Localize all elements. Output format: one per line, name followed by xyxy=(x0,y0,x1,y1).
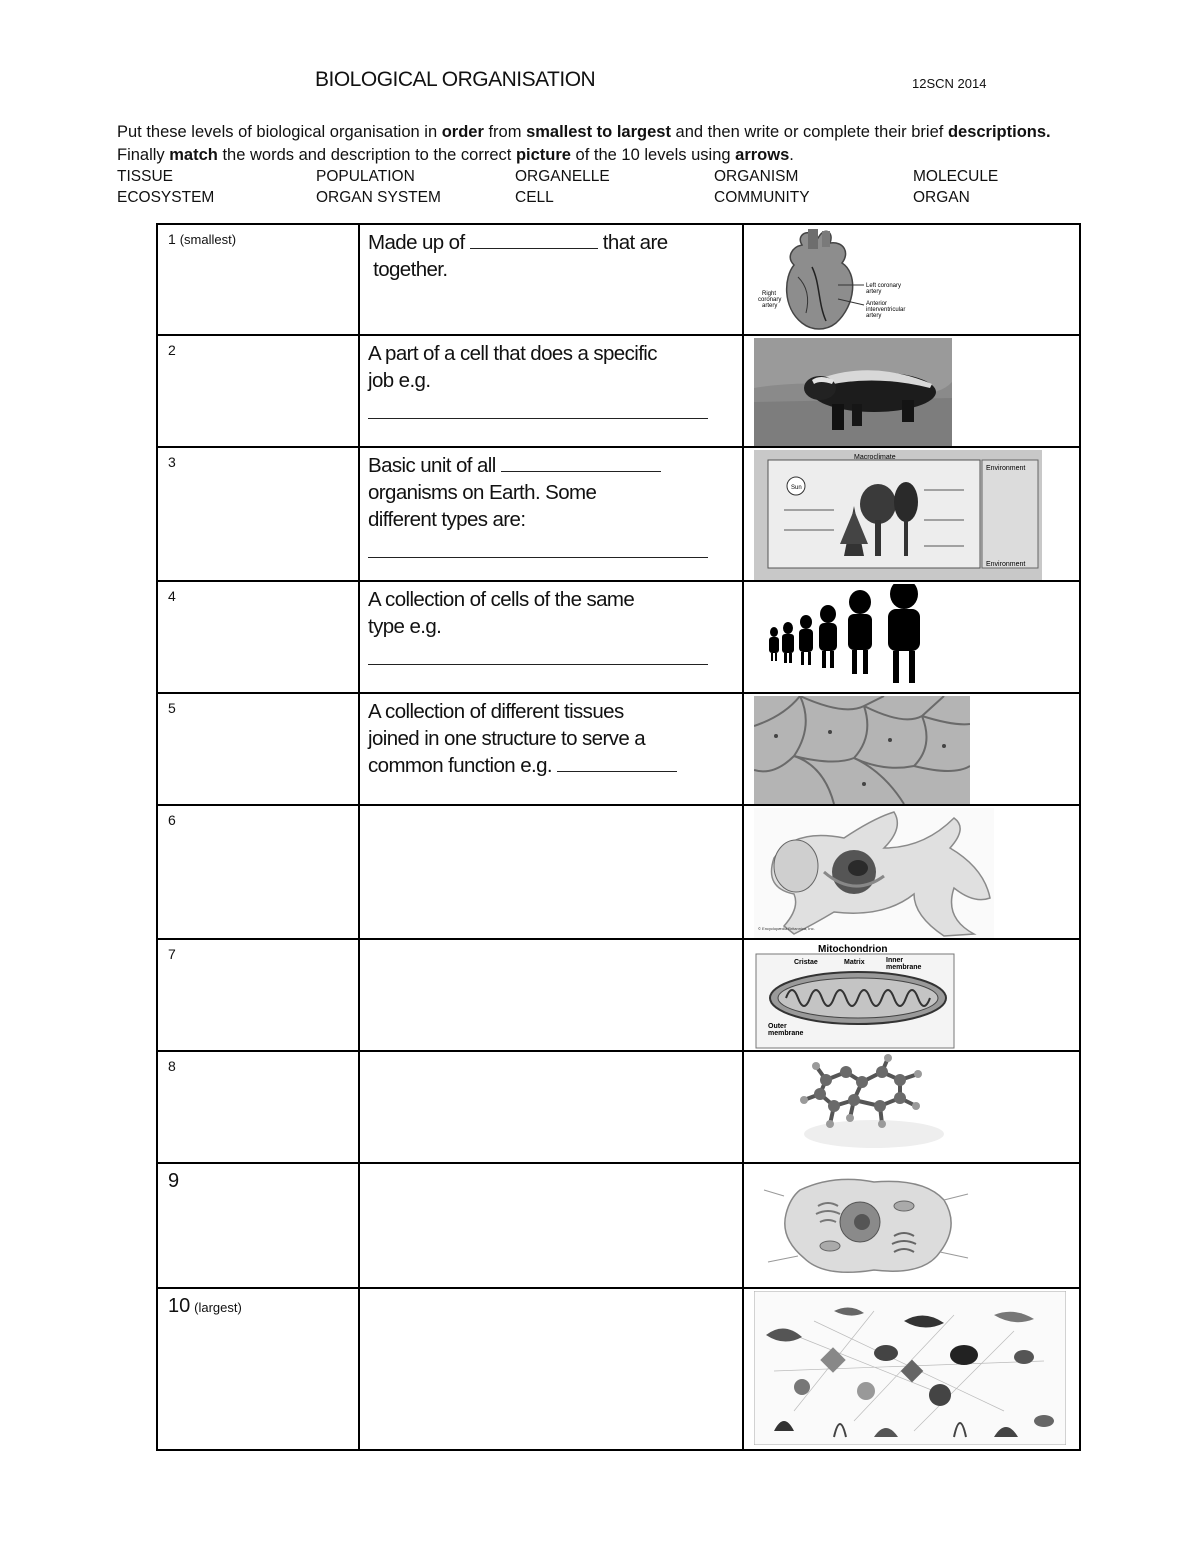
picture-cell[interactable] xyxy=(743,939,1080,1051)
description-cell[interactable] xyxy=(359,1051,743,1163)
picture-cell[interactable] xyxy=(743,805,1080,939)
description-cell[interactable] xyxy=(359,1288,743,1450)
word-bank-item: POPULATION xyxy=(316,168,415,185)
description-cell[interactable]: A collection of different tissues joined in one structure to serve a common function e.g. xyxy=(359,693,743,805)
description-cell[interactable]: A collection of cells of the same type e.g. xyxy=(359,581,743,693)
row-number: 2 xyxy=(157,335,359,447)
word-bank-item: ECOSYSTEM xyxy=(117,189,215,206)
heart-label: artery xyxy=(762,303,778,309)
honey-badger-picture xyxy=(754,338,952,446)
svg-text:© Encyclopædia Britannica, Inc: © Encyclopædia Britannica, Inc. xyxy=(758,926,815,931)
population-silhouettes-picture xyxy=(754,584,964,692)
ecosystem-label: Environment xyxy=(986,561,1026,568)
table-row xyxy=(157,447,1080,581)
description-cell[interactable] xyxy=(359,805,743,939)
row-number: 10 (largest) xyxy=(157,1288,359,1450)
table-row xyxy=(157,1163,1080,1288)
ecosystem-label: Sun xyxy=(791,485,802,491)
row-number: 3 xyxy=(157,447,359,581)
marine-community-picture xyxy=(754,1291,1066,1445)
picture-cell[interactable] xyxy=(743,581,1080,693)
description-cell[interactable]: Basic unit of all organisms on Earth. Some different types are: xyxy=(359,447,743,581)
answer-line[interactable] xyxy=(368,644,708,665)
word-bank-item: CELL xyxy=(515,189,554,206)
frog-organ-system-picture xyxy=(754,808,994,938)
word-bank-item: ORGAN xyxy=(913,189,970,206)
picture-cell[interactable] xyxy=(743,447,1080,581)
row-number: 7 xyxy=(157,939,359,1051)
picture-cell[interactable] xyxy=(743,224,1080,335)
picture-cell[interactable] xyxy=(743,693,1080,805)
tissue-micrograph-picture xyxy=(754,696,970,804)
mito-label: Matrix xyxy=(844,959,865,966)
heart-label: artery xyxy=(866,313,882,319)
description-cell[interactable] xyxy=(359,939,743,1051)
ecosystem-label: Environment xyxy=(986,465,1026,472)
mito-label: membrane xyxy=(768,1030,804,1037)
page-title: BIOLOGICAL ORGANISATION xyxy=(315,68,596,91)
word-bank-item: ORGAN SYSTEM xyxy=(316,189,441,206)
picture-cell[interactable] xyxy=(743,1051,1080,1163)
ecosystem-diagram-picture xyxy=(754,450,1042,580)
description-cell[interactable]: A part of a cell that does a specific job e.g. xyxy=(359,335,743,447)
table-row xyxy=(157,581,1080,693)
answer-blank[interactable] xyxy=(557,753,677,772)
heart-label: artery xyxy=(866,289,882,295)
table-row xyxy=(157,224,1080,335)
mitochondrion-picture xyxy=(754,942,958,1050)
word-bank-item: COMMUNITY xyxy=(714,189,810,206)
word-bank-item: ORGANISM xyxy=(714,168,799,185)
table-row xyxy=(157,805,1080,939)
table-row xyxy=(157,693,1080,805)
word-bank xyxy=(117,166,1033,208)
answer-line[interactable] xyxy=(368,537,708,558)
heart-label: coronary xyxy=(758,297,782,303)
table-row xyxy=(157,939,1080,1051)
row-number: 4 xyxy=(157,581,359,693)
heart-label: Right xyxy=(762,291,777,297)
mito-label: Outer xyxy=(768,1023,787,1030)
row-number: 5 xyxy=(157,693,359,805)
animal-cell-picture xyxy=(754,1166,980,1287)
answer-line[interactable] xyxy=(368,398,708,419)
description-cell[interactable] xyxy=(359,1163,743,1288)
answer-blank[interactable] xyxy=(470,230,598,249)
course-code: 12SCN 2014 xyxy=(912,76,987,91)
row-number: 8 xyxy=(157,1051,359,1163)
molecule-model-picture xyxy=(754,1054,954,1162)
word-bank-item: TISSUE xyxy=(117,168,173,185)
answer-blank[interactable] xyxy=(501,453,661,472)
row-number: 1 (smallest) xyxy=(157,224,359,335)
mito-label: Mitochondrion xyxy=(818,944,888,955)
word-bank-item: MOLECULE xyxy=(913,168,999,185)
picture-cell[interactable] xyxy=(743,1163,1080,1288)
heart-label: interventricular xyxy=(866,307,906,313)
table-row xyxy=(157,335,1080,447)
table-row xyxy=(157,1288,1080,1450)
mito-label: Inner xyxy=(886,957,904,964)
heart-label: Anterior xyxy=(866,301,888,307)
picture-cell[interactable] xyxy=(743,335,1080,447)
row-number: 6 xyxy=(157,805,359,939)
mito-label: membrane xyxy=(886,964,922,971)
picture-cell[interactable] xyxy=(743,1288,1080,1450)
heart-label: Left coronary xyxy=(866,283,902,289)
levels-table xyxy=(156,223,1081,1451)
instructions: Put these levels of biological organisation in order from smallest to largest and then write or complete their brief descriptions. Finally match the words and description to the correct picture of the 10 levels using arrows. xyxy=(117,123,1051,164)
row-number: 9 xyxy=(157,1163,359,1288)
table-row xyxy=(157,1051,1080,1163)
word-bank-item: ORGANELLE xyxy=(515,168,610,185)
description-cell[interactable]: Made up of that are together. xyxy=(359,224,743,335)
heart-diagram-picture xyxy=(754,227,929,333)
mito-label: Cristae xyxy=(794,959,818,966)
ecosystem-label: Macroclimate xyxy=(854,454,896,461)
